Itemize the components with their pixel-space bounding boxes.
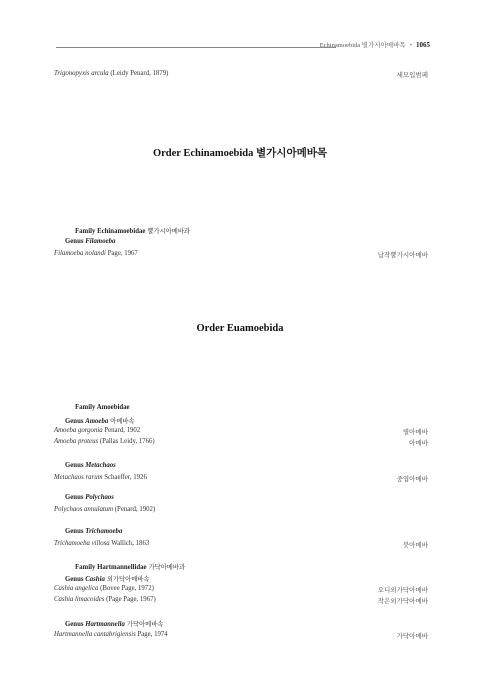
genus-heading (65, 494, 114, 501)
authority: (Leidy Penard, 1879) (110, 70, 169, 77)
genus-name: Polychaos (85, 494, 114, 501)
genus-label: Genus (65, 418, 84, 425)
family-heading (75, 404, 130, 411)
korean-name: 아메바 (409, 440, 428, 447)
korean-name: 가닥아메바 (396, 633, 428, 640)
genus-label: Genus (65, 494, 84, 501)
authority: (Penard, 1902) (114, 506, 156, 513)
scientific-name: Polychaos annulatum (54, 506, 114, 513)
authority: Schaeffer, 1926 (104, 474, 147, 481)
species-entry (54, 506, 155, 513)
family-korean: 뿔가시아메바과 (147, 228, 191, 235)
genus-heading (65, 619, 163, 628)
korean-name: 붓아메바 (402, 542, 428, 549)
header-rule (56, 47, 336, 48)
genus-heading (65, 416, 135, 425)
genus-label: Genus (65, 576, 84, 583)
species-entry (54, 438, 155, 445)
authority: (Page Page, 1967) (106, 596, 156, 603)
genus-korean: 아메바속 (110, 418, 135, 425)
scientific-name: Cashia angelica (54, 585, 99, 592)
family-heading (75, 226, 190, 235)
species-entry (54, 631, 168, 638)
scientific-name: Filamoeba nolandi (54, 250, 106, 257)
scientific-name: Metachaos rarum (54, 474, 103, 481)
scientific-name: Amoeba proteus (54, 438, 99, 445)
korean-name: 별아메바 (402, 429, 428, 436)
species-entry (54, 474, 147, 481)
family-label: Family Echinamoebidae (75, 228, 146, 235)
authority: Page, 1967 (107, 250, 138, 257)
running-header (320, 40, 430, 49)
scientific-name: Cashia limacoides (54, 596, 105, 603)
family-korean: 가닥아메바과 (148, 564, 186, 571)
species-entry (54, 585, 154, 592)
korean-name: 작은외가닥아메바 (377, 598, 428, 605)
family-heading (75, 562, 185, 571)
page-number: 1065 (416, 41, 430, 49)
genus-heading (65, 238, 115, 245)
order-heading: Order Euamoebida (196, 323, 284, 334)
korean-name: 오디외가닥아메바 (377, 587, 428, 594)
korean-name: 납작뿔가시아메바 (377, 252, 428, 259)
genus-name: Trichamoeba (85, 528, 123, 535)
scientific-name: Trichamoeba villosa (54, 540, 110, 547)
scientific-name: Hartmannella cantabrigiensis (54, 631, 136, 638)
scientific-name: Amoeba gorgonia (54, 427, 103, 434)
authority: Page, 1974 (137, 631, 168, 638)
species-entry (54, 596, 156, 603)
species-entry (54, 70, 168, 77)
genus-label: Genus (65, 528, 84, 535)
species-entry (54, 540, 149, 547)
genus-name: Hartmannella (85, 621, 125, 628)
genus-korean: 가닥아메바속 (126, 621, 164, 628)
running-title: Echinamoebida 별가시아메바목 (319, 42, 406, 49)
genus-heading (65, 462, 116, 469)
authority: Wallich, 1863 (111, 540, 150, 547)
genus-heading (65, 528, 122, 535)
genus-korean: 외가닥아메바속 (106, 576, 150, 583)
authority: Penard, 1902 (104, 427, 141, 434)
scientific-name: Trigonopyxis arcula (54, 70, 109, 77)
genus-label: Genus (65, 238, 84, 245)
genus-name: Cashia (85, 576, 105, 583)
genus-label: Genus (65, 621, 84, 628)
order-heading: Order Echinamoebida 별가시아메바목 (152, 148, 328, 159)
species-entry (54, 250, 138, 257)
authority: (Bovee Page, 1972) (100, 585, 154, 592)
authority: (Pallas Leidy, 1766) (99, 438, 155, 445)
family-label: Family Hartmannellidae (75, 564, 147, 571)
header-bullet: • (409, 42, 412, 49)
family-label: Family Amoebidae (75, 404, 130, 411)
korean-name: 세모입범페 (396, 72, 428, 79)
genus-name: Amoeba (85, 418, 109, 425)
genus-heading (65, 574, 149, 583)
korean-name: 중엽아메바 (396, 476, 428, 483)
genus-label: Genus (65, 462, 84, 469)
species-entry (54, 427, 140, 434)
genus-name: Metachaos (85, 462, 116, 469)
genus-name: Filamoeba (85, 238, 116, 245)
